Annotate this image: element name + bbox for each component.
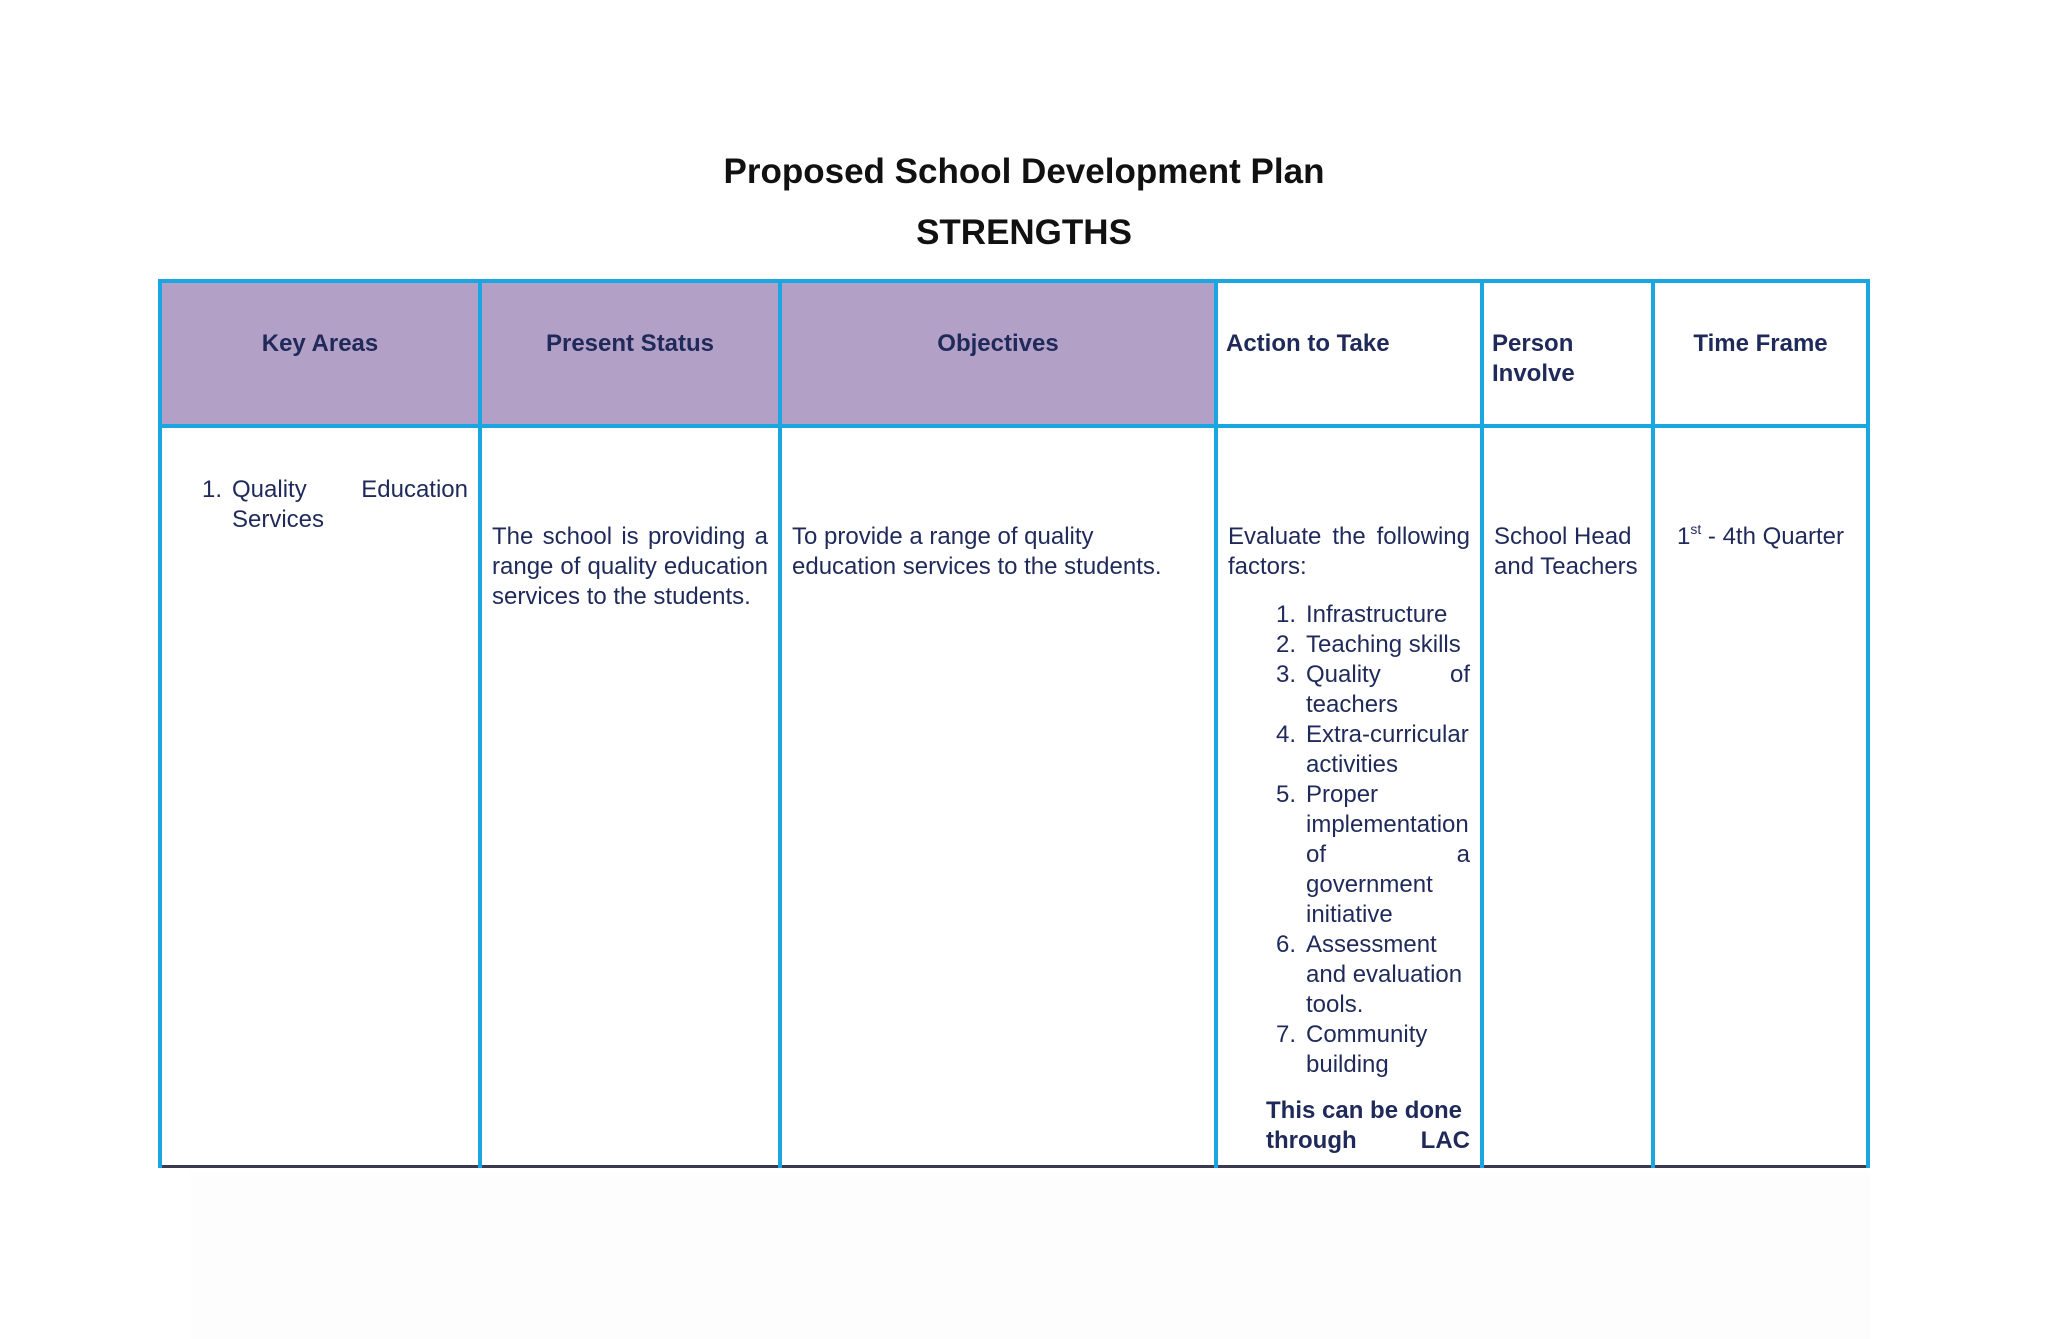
action-item-line: Proper implementation [1306,781,1469,838]
list-number: 1. [1275,601,1296,628]
action-item-text: Assessment and evaluation tools. [1306,931,1463,1018]
list-number: 1. [201,476,222,503]
key-area-word2: Education [361,476,468,503]
action-item-line: teachers [1306,691,1399,718]
list-number: 2. [1275,631,1296,658]
page-subtitle: STRENGTHS [916,213,1132,252]
list-item [1266,780,1470,930]
list-item [1266,630,1470,660]
key-area-line2: Services [232,506,325,533]
action-item-line [1306,840,1470,870]
action-note-line1: This can be done [1266,1097,1463,1124]
header-action-to-take-label: Action to Take [1226,330,1390,357]
list-number: 7. [1275,1021,1296,1048]
list-number: 4. [1275,721,1296,748]
development-plan-table [158,279,1870,1168]
list-item [162,475,468,535]
table-header-row [160,281,1868,426]
action-note [1266,1096,1470,1156]
cell-person-involve [1482,426,1653,1166]
list-number: 5. [1275,781,1296,808]
key-area-word1: Quality [232,476,307,503]
action-items-list [1266,600,1470,1080]
cell-objectives [780,426,1216,1166]
list-item [1266,660,1470,720]
list-item [1266,930,1470,1020]
header-present-status-label: Present Status [545,330,715,357]
action-note-word: LAC [1420,1127,1470,1154]
header-action-to-take [1216,281,1482,426]
table-row [160,426,1868,1166]
list-item [1266,720,1470,780]
header-person-line1: Person [1492,330,1574,357]
list-number: 6. [1275,931,1296,958]
time-frame-rest: - 4th Quarter [1701,523,1844,550]
action-item-text [1306,660,1470,720]
action-item-line [1306,660,1470,690]
list-item [1266,1020,1470,1080]
header-key-areas [160,281,480,426]
action-item-text [1306,780,1470,930]
key-areas-list [162,475,468,535]
person-involve-text: School Head and Teachers [1494,523,1638,580]
page-background-band [190,1172,1870,1339]
cell-time-frame [1653,426,1868,1166]
action-item-line: government initiative [1306,871,1433,928]
header-time-frame [1653,281,1868,426]
page-title: Proposed School Development Plan [723,152,1325,191]
header-key-areas-label: Key Areas [261,330,379,357]
key-area-text [232,475,468,535]
list-number: 3. [1275,661,1296,688]
list-item [1266,600,1470,630]
action-item-text: Community building [1306,1021,1428,1078]
header-present-status [480,281,780,426]
time-frame-number: 1 [1677,523,1691,550]
cell-action-to-take [1216,426,1482,1166]
action-item-word: a [1456,841,1470,868]
action-item-text: Infrastructure [1306,601,1448,628]
key-area-line1 [232,475,468,505]
action-item-text: Teaching skills [1306,631,1461,658]
header-objectives-label: Objectives [937,330,1059,357]
present-status-text: The school is providing a range of quality education services to the students. [492,523,768,610]
action-item-word: of [1306,841,1327,868]
action-item-word: of [1449,661,1470,688]
time-frame-text [1655,428,1866,552]
cell-present-status [480,426,780,1166]
action-item-text: Extra-curricular activities [1306,721,1469,778]
header-objectives [780,281,1216,426]
header-person-involve-label [1484,283,1651,389]
objectives-text: To provide a range of quality education services to the students. [792,523,1162,580]
action-note-line2 [1266,1126,1470,1156]
action-item-word: Quality [1306,661,1381,688]
header-time-frame-label: Time Frame [1693,330,1828,357]
header-person-involve [1482,281,1653,426]
action-note-word: through [1266,1127,1357,1154]
action-intro-text: Evaluate the following factors: [1228,523,1470,580]
header-person-line2: Involve [1492,360,1575,387]
time-frame-superscript: st [1690,521,1702,537]
cell-key-areas [160,426,480,1166]
